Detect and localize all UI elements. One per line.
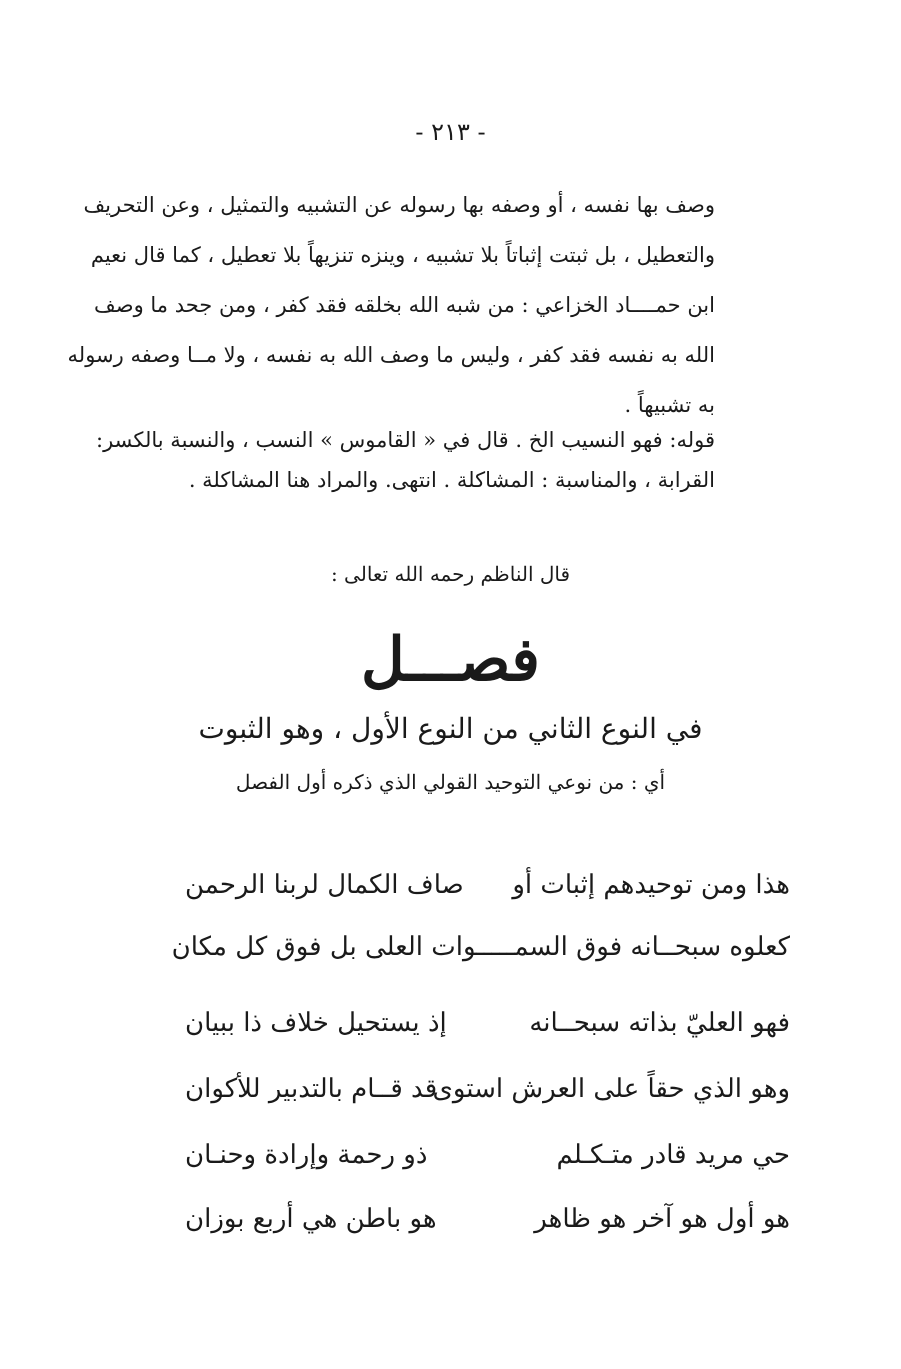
commentary-paragraph-1 — [67, 180, 715, 430]
text-line: قوله: فهو النسيب الخ . قال في « القاموس » النسب ، والنسبة بالكسر: — [96, 428, 715, 452]
verse-second-hemistich: قد قــام بالتدبير للأكوان — [185, 1074, 438, 1104]
text-line: والتعطيل ، بل ثبتت إثباتاً بلا تشبيه ، وينزه تنزيهاً بلا تعطيل ، كما قال نعيم — [90, 243, 715, 267]
verse-line — [185, 1120, 790, 1190]
verse-full-line: كعلوه سبحــانه فوق السمـــــوات العلى بل فوق كل مكان — [171, 932, 790, 962]
verse-second-hemistich: إذ يستحيل خلاف ذا ببيان — [185, 1008, 447, 1038]
poet-intro: قال الناظم رحمه الله تعالى : — [330, 562, 571, 586]
verse-second-hemistich: هو باطن هي أربع بوزان — [185, 1204, 437, 1234]
verse-line — [185, 1184, 790, 1254]
verse-line — [171, 912, 790, 982]
chapter-subtitle: أي : من نوعي التوحيد القولي الذي ذكره أول الفصل — [235, 770, 666, 794]
page-number: - ٢١٣ - — [415, 118, 486, 146]
text-line: ابن حمــــاد الخزاعي : من شبه الله بخلقه فقد كفر ، ومن جحد ما وصف — [94, 293, 715, 317]
chapter-title: في النوع الثاني من النوع الأول ، وهو الثبوت — [198, 712, 703, 745]
verse-line — [185, 850, 790, 920]
verse-line — [185, 988, 790, 1058]
text-line: وصف بها نفسه ، أو وصفه بها رسوله عن التشبيه والتمثيل ، وعن التحريف — [83, 193, 715, 217]
verse-second-hemistich: ذو رحمة وإرادة وحنـان — [185, 1140, 428, 1170]
text-line: الله به نفسه فقد كفر ، وليس ما وصف الله به نفسه ، ولا مــا وصفه رسوله — [67, 343, 715, 367]
verse-first-hemistich: وهو الذي حقاً على العرش استوى — [432, 1074, 790, 1104]
verse-first-hemistich: هو أول هو آخر هو ظاهر — [534, 1204, 790, 1234]
verse-line — [185, 1054, 790, 1124]
verse-first-hemistich: فهو العليّ بذاته سبحــانه — [529, 1008, 790, 1038]
section-heading: فصـــل — [361, 625, 540, 695]
text-line: به تشبيهاً . — [624, 393, 715, 417]
text-line: القرابة ، والمناسبة : المشاكلة . انتهى. والمراد هنا المشاكلة . — [188, 468, 715, 492]
commentary-paragraph-2 — [96, 420, 715, 500]
verse-first-hemistich: هذا ومن توحيدهم إثبات أو — [512, 870, 790, 900]
verse-first-hemistich: حي مريد قادر متـكـلم — [556, 1140, 790, 1170]
verse-second-hemistich: صاف الكمال لربنا الرحمن — [185, 870, 464, 900]
